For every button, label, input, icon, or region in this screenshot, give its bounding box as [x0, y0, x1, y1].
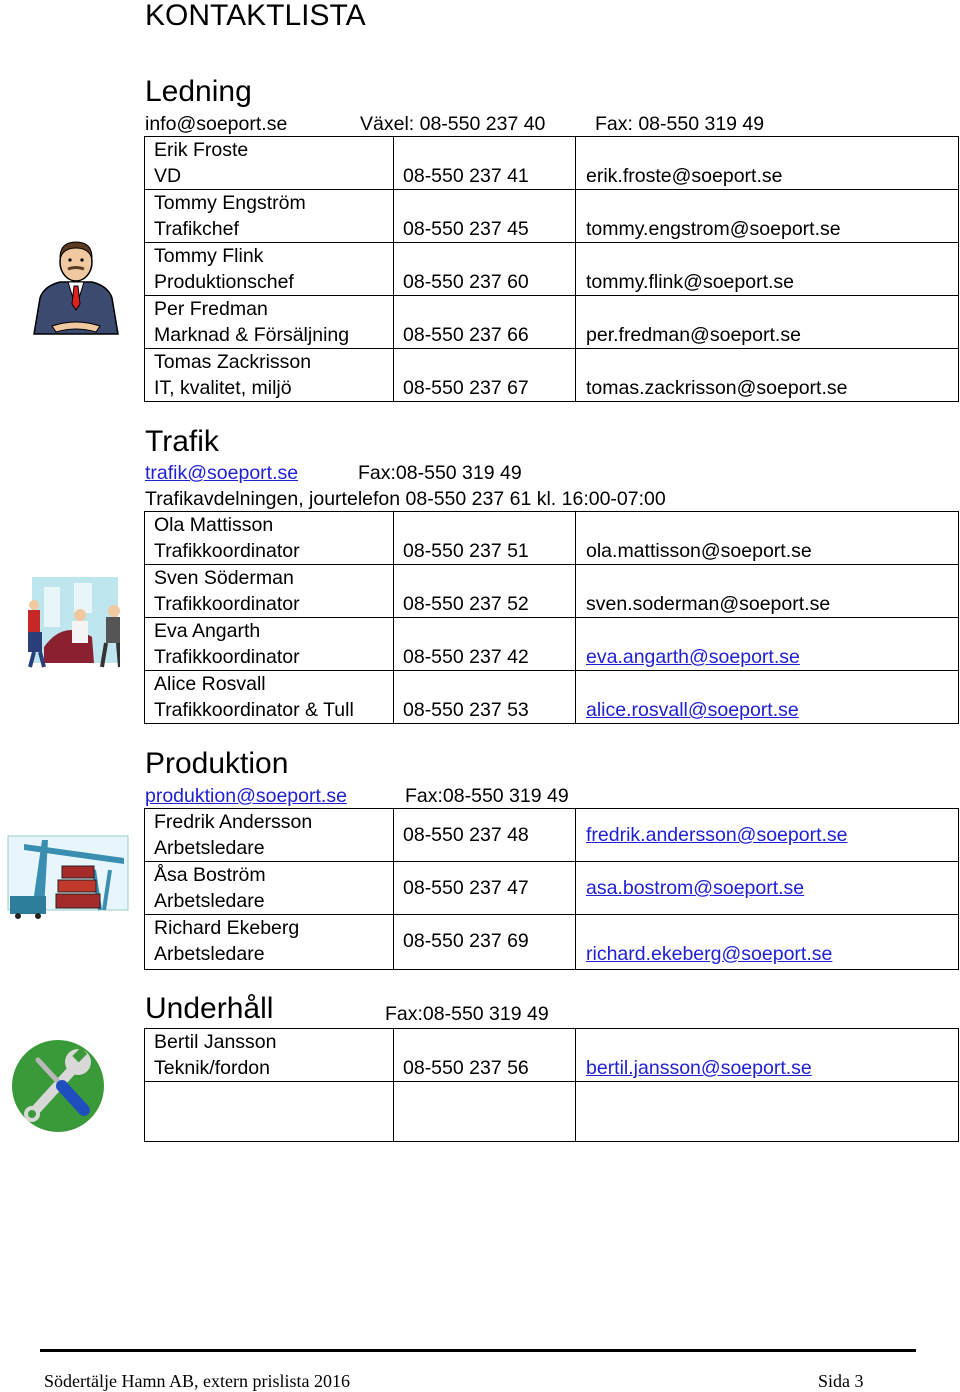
- contact-name: Ola Mattisson: [154, 514, 274, 536]
- contact-role: Trafikkoordinator: [154, 646, 300, 668]
- contact-phone: 08-550 237 69: [403, 930, 529, 952]
- trafik-fax: Fax:08-550 319 49: [358, 462, 522, 484]
- contact-name: Alice Rosvall: [154, 673, 266, 695]
- ledning-fax: Fax: 08-550 319 49: [595, 113, 765, 135]
- table-row-empty: [145, 1082, 959, 1142]
- contact-phone: 08-550 237 67: [403, 377, 529, 399]
- page-title: KONTAKTLISTA: [145, 0, 366, 32]
- ledning-heading: Ledning: [145, 75, 252, 108]
- contact-role: Trafikkoordinator: [154, 593, 300, 615]
- contact-email-link[interactable]: eva.angarth@soeport.se: [586, 646, 800, 668]
- contact-role: Trafikchef: [154, 218, 239, 240]
- table-row: [145, 243, 959, 296]
- contact-phone: 08-550 237 60: [403, 271, 529, 293]
- page-number: Sida 3: [818, 1371, 864, 1391]
- office-meeting-illustration: [14, 577, 120, 669]
- contact-phone: 08-550 237 48: [403, 824, 529, 846]
- empty-cell: [394, 1082, 576, 1142]
- produktion-heading: Produktion: [145, 747, 289, 780]
- contact-phone: 08-550 237 52: [403, 593, 529, 615]
- footer-left: Södertälje Hamn AB, extern prislista 2016: [44, 1371, 350, 1391]
- table-row: [145, 296, 959, 349]
- table-row: [145, 915, 959, 970]
- businessman-illustration: [30, 238, 122, 338]
- table-row: [145, 565, 959, 618]
- contact-role: Trafikkoordinator: [154, 540, 300, 562]
- contact-role: Produktionschef: [154, 271, 294, 293]
- contact-phone: 08-550 237 42: [403, 646, 529, 668]
- trafik-heading: Trafik: [145, 425, 219, 458]
- trafik-table: [144, 511, 959, 724]
- underhall-heading: Underhåll: [145, 992, 274, 1025]
- contact-role: Trafikkoordinator & Tull: [154, 699, 354, 721]
- table-row: [145, 137, 959, 190]
- contact-name: Sven Söderman: [154, 567, 294, 589]
- table-row: [145, 349, 959, 402]
- underhall-fax: Fax:08-550 319 49: [385, 1003, 549, 1025]
- wrench-screwdriver-icon: [10, 1030, 104, 1138]
- empty-cell: [576, 1082, 959, 1142]
- contact-email[interactable]: tommy.engstrom@soeport.se: [586, 218, 841, 240]
- contact-role: IT, kvalitet, miljö: [154, 377, 292, 399]
- table-row: [145, 190, 959, 243]
- contact-email[interactable]: ola.mattisson@soeport.se: [586, 540, 812, 562]
- contact-role: Teknik/fordon: [154, 1057, 270, 1079]
- produktion-fax: Fax:08-550 319 49: [405, 785, 569, 807]
- contact-phone: 08-550 237 45: [403, 218, 529, 240]
- contact-name: Richard Ekeberg: [154, 917, 300, 939]
- contact-role: Arbetsledare: [154, 837, 265, 859]
- table-row: [145, 809, 959, 862]
- contact-name: Fredrik Andersson: [154, 811, 313, 833]
- contact-phone: 08-550 237 53: [403, 699, 529, 721]
- produktion-email-link[interactable]: produktion@soeport.se: [145, 785, 347, 807]
- contact-role: VD: [154, 165, 182, 187]
- underhall-table: [144, 1028, 959, 1142]
- table-row: [145, 862, 959, 915]
- contact-role: Marknad & Försäljning: [154, 324, 350, 346]
- table-row: [145, 618, 959, 671]
- contact-email[interactable]: sven.soderman@soeport.se: [586, 593, 831, 615]
- contact-phone: 08-550 237 66: [403, 324, 529, 346]
- contact-name: Erik Froste: [154, 139, 249, 161]
- port-crane-illustration: [4, 830, 130, 920]
- contact-email-link[interactable]: alice.rosvall@soeport.se: [586, 699, 799, 721]
- contact-email[interactable]: per.fredman@soeport.se: [586, 324, 801, 346]
- contact-name: Tomas Zackrisson: [154, 351, 312, 373]
- contact-email[interactable]: tomas.zackrisson@soeport.se: [586, 377, 848, 399]
- table-row: [145, 512, 959, 565]
- contact-email[interactable]: tommy.flink@soeport.se: [586, 271, 794, 293]
- contact-role: Arbetsledare: [154, 943, 265, 965]
- contact-email-link[interactable]: asa.bostrom@soeport.se: [586, 877, 805, 899]
- contact-phone: 08-550 237 56: [403, 1057, 529, 1079]
- contact-name: Bertil Jansson: [154, 1031, 277, 1053]
- contact-name: Åsa Boström: [154, 864, 266, 886]
- contact-email-link[interactable]: fredrik.andersson@soeport.se: [586, 824, 848, 846]
- table-row: [145, 1029, 959, 1082]
- ledning-table: [144, 136, 959, 402]
- contact-email-link[interactable]: richard.ekeberg@soeport.se: [586, 943, 833, 965]
- contact-role: Arbetsledare: [154, 890, 265, 912]
- contact-name: Per Fredman: [154, 298, 268, 320]
- contact-email-link[interactable]: bertil.jansson@soeport.se: [586, 1057, 812, 1079]
- contact-name: Eva Angarth: [154, 620, 261, 642]
- ledning-email[interactable]: info@soeport.se: [145, 113, 288, 135]
- contact-email[interactable]: erik.froste@soeport.se: [586, 165, 783, 187]
- trafik-email-link[interactable]: trafik@soeport.se: [145, 462, 299, 484]
- contact-phone: 08-550 237 41: [403, 165, 529, 187]
- contact-name: Tommy Engström: [154, 192, 306, 214]
- empty-cell: [145, 1082, 394, 1142]
- contact-name: Tommy Flink: [154, 245, 264, 267]
- trafik-note: Trafikavdelningen, jourtelefon 08-550 237 61 kl. 16:00-07:00: [145, 488, 666, 510]
- produktion-table: [144, 808, 959, 970]
- contact-phone: 08-550 237 51: [403, 540, 529, 562]
- table-row: [145, 671, 959, 724]
- contact-phone: 08-550 237 47: [403, 877, 529, 899]
- ledning-vaxel: Växel: 08-550 237 40: [360, 113, 546, 135]
- footer-divider: [40, 1349, 916, 1352]
